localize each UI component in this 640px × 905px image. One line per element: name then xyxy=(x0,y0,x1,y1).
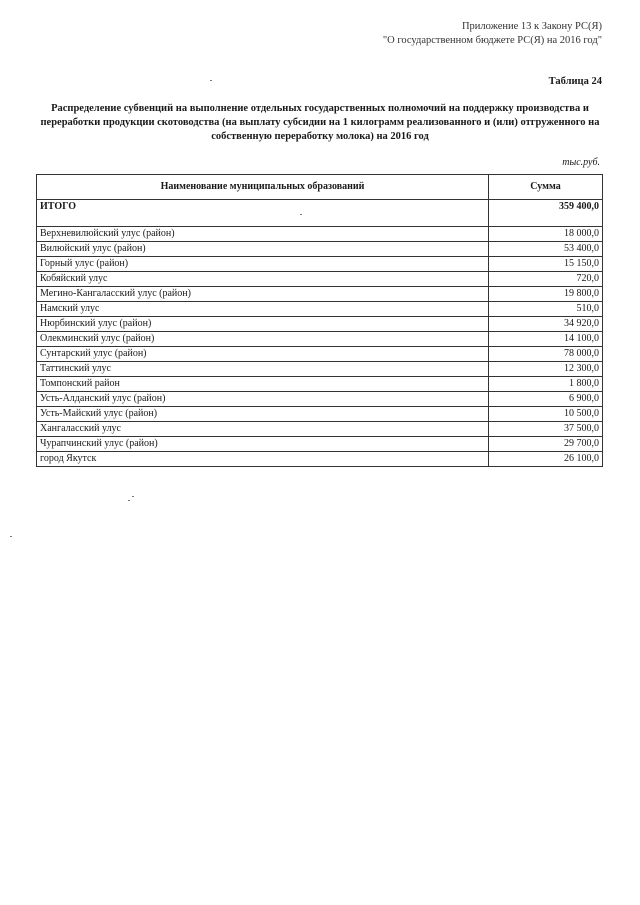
municipality-sum: 1 800,0 xyxy=(489,377,603,392)
municipality-name: Мегино-Кангаласский улус (район) xyxy=(37,287,489,302)
table-row xyxy=(37,407,603,422)
municipality-name: Горный улус (район) xyxy=(37,257,489,272)
municipality-sum: 720,0 xyxy=(489,272,603,287)
table-row xyxy=(37,452,603,467)
appendix-line-2: "О государственном бюджете РС(Я) на 2016 год" xyxy=(382,35,602,46)
scan-speck xyxy=(300,214,302,215)
column-header-name: Наименование муниципальных образований xyxy=(37,175,489,200)
municipality-name: Хангаласский улус xyxy=(37,422,489,437)
scan-speck xyxy=(210,80,212,81)
total-row xyxy=(37,200,603,227)
table-row xyxy=(37,422,603,437)
table-row xyxy=(37,347,603,362)
municipality-sum: 29 700,0 xyxy=(489,437,603,452)
units-label: тыс.руб. xyxy=(562,157,600,168)
table-row xyxy=(37,227,603,242)
table-row xyxy=(37,272,603,287)
municipality-sum: 53 400,0 xyxy=(489,242,603,257)
municipality-sum: 26 100,0 xyxy=(489,452,603,467)
scan-speck xyxy=(10,536,12,537)
table-row xyxy=(37,257,603,272)
municipality-name: Томпонский район xyxy=(37,377,489,392)
municipality-name: Таттинский улус xyxy=(37,362,489,377)
municipality-sum: 10 500,0 xyxy=(489,407,603,422)
table-header-row xyxy=(37,175,603,200)
appendix-line-1: Приложение 13 к Закону РС(Я) xyxy=(461,21,602,32)
table-row xyxy=(37,302,603,317)
column-header-sum: Сумма xyxy=(489,175,603,200)
municipality-sum: 18 000,0 xyxy=(489,227,603,242)
municipality-name: Вилюйский улус (район) xyxy=(37,242,489,257)
municipality-name: город Якутск xyxy=(37,452,489,467)
municipality-name: Намский улус xyxy=(37,302,489,317)
total-sum: 359 400,0 xyxy=(489,200,603,227)
table-row xyxy=(37,287,603,302)
municipality-sum: 12 300,0 xyxy=(489,362,603,377)
municipality-sum: 15 150,0 xyxy=(489,257,603,272)
municipality-sum: 6 900,0 xyxy=(489,392,603,407)
municipality-name: Чурапчинский улус (район) xyxy=(37,437,489,452)
municipality-sum: 19 800,0 xyxy=(489,287,603,302)
municipality-sum: 34 920,0 xyxy=(489,317,603,332)
scan-speck xyxy=(128,500,130,501)
municipality-name: Нюрбинский улус (район) xyxy=(37,317,489,332)
municipality-name: Кобяйский улус xyxy=(37,272,489,287)
municipality-name: Верхневилюйский улус (район) xyxy=(37,227,489,242)
distribution-table xyxy=(36,174,603,467)
municipality-name: Усть-Майский улус (район) xyxy=(37,407,489,422)
municipality-name: Олекминский улус (район) xyxy=(37,332,489,347)
table-row xyxy=(37,437,603,452)
table-row xyxy=(37,362,603,377)
municipality-sum: 37 500,0 xyxy=(489,422,603,437)
table-row xyxy=(37,242,603,257)
municipality-name: Сунтарский улус (район) xyxy=(37,347,489,362)
total-label: ИТОГО xyxy=(37,200,489,227)
appendix-note xyxy=(383,20,602,48)
table-row xyxy=(37,377,603,392)
table-row xyxy=(37,392,603,407)
table-number: Таблица 24 xyxy=(548,76,602,87)
municipality-sum: 78 000,0 xyxy=(489,347,603,362)
document-heading: Распределение субвенций на выполнение отдельных государственных полномочий на поддержку производства и переработки продукции скотоводства (на выплату субсидии на 1 килограмм реализованного и (или) отгруженного на собственную переработку молока) на 2016 год xyxy=(40,103,600,142)
municipality-name: Усть-Алданский улус (район) xyxy=(37,392,489,407)
municipality-sum: 14 100,0 xyxy=(489,332,603,347)
table-row xyxy=(37,317,603,332)
table-row xyxy=(37,332,603,347)
scan-speck xyxy=(132,496,134,497)
municipality-sum: 510,0 xyxy=(489,302,603,317)
